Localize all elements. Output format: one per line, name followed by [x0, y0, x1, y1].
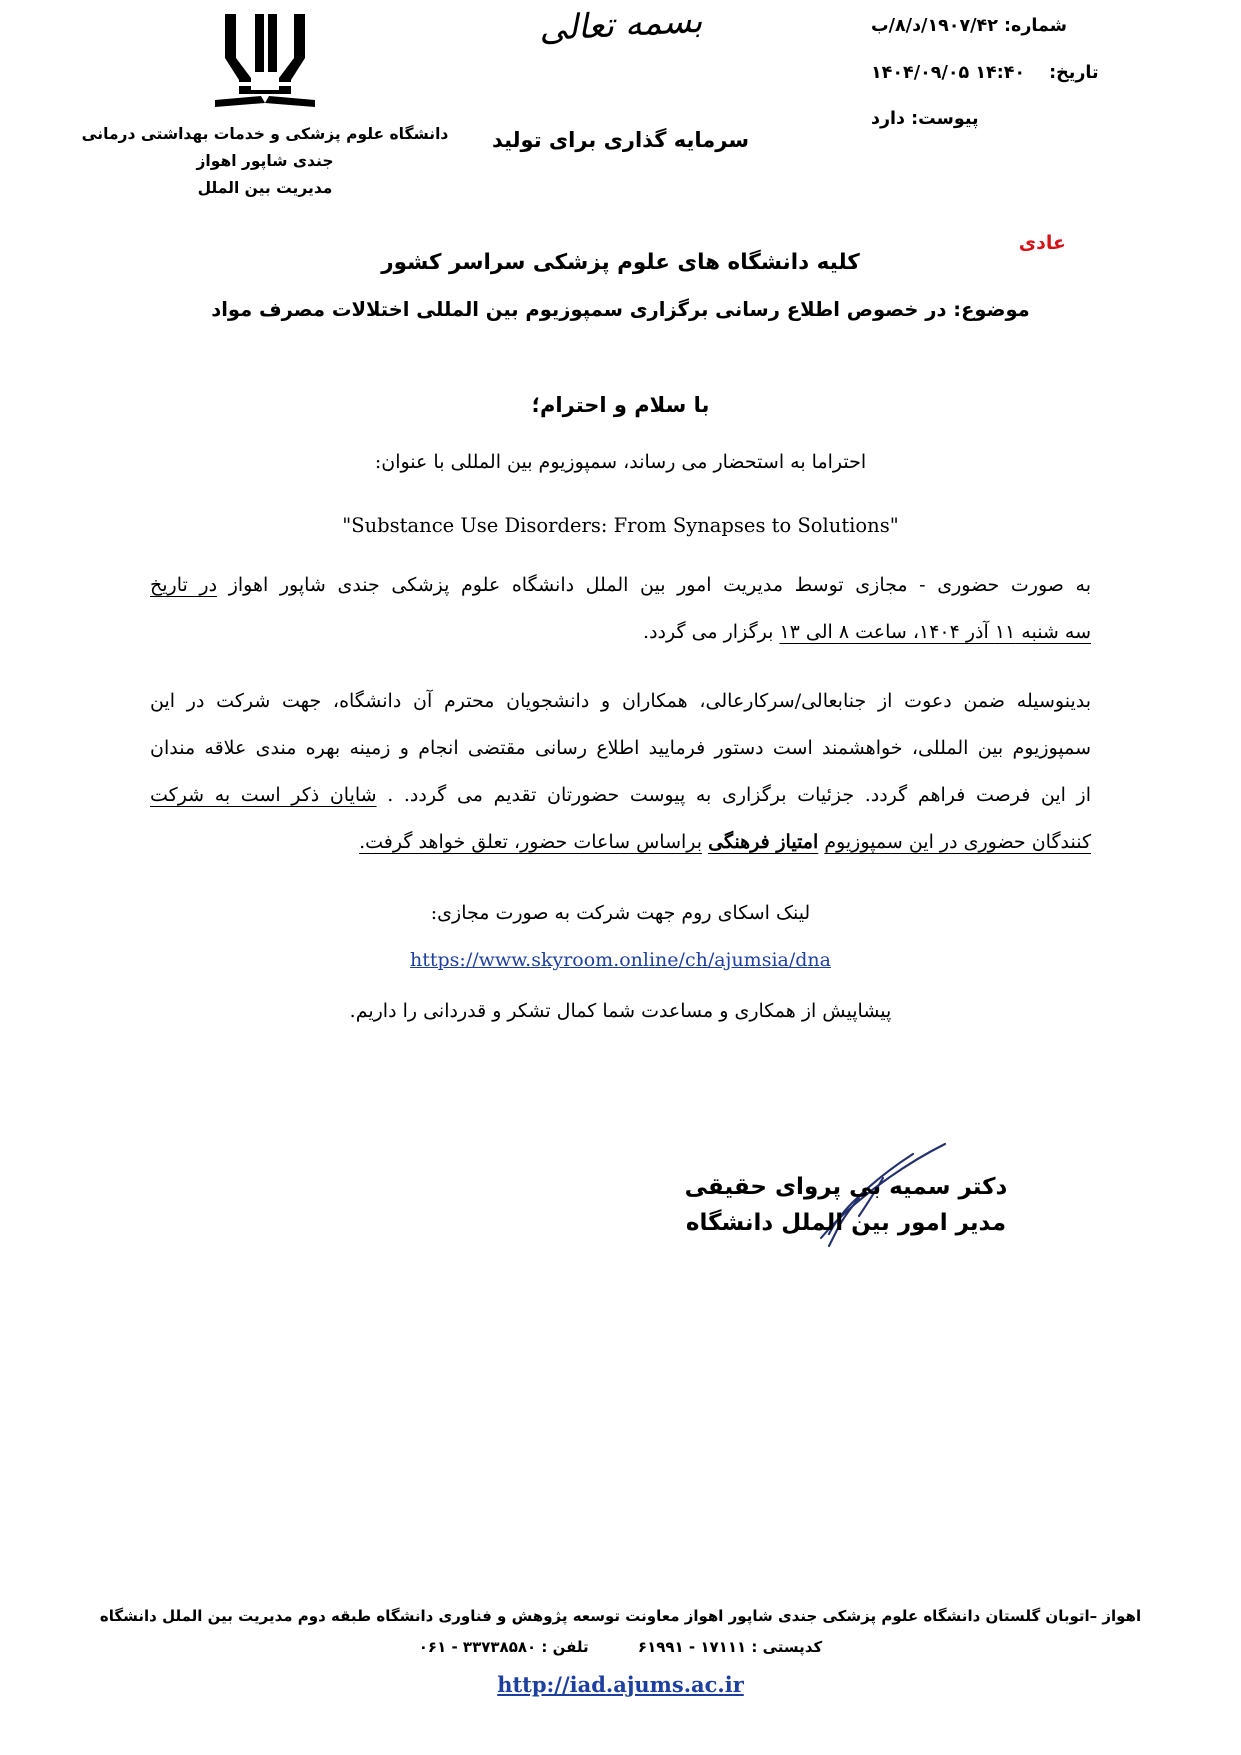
invite-paragraph-line1: بدینوسیله ضمن دعوت از جنابعالی/سرکارعالی، همکاران و دانشجویان محترم آن دانشگاه، جهت شرکت در این — [150, 690, 1091, 713]
footer-website-link[interactable]: http://iad.ajums.ac.ir — [497, 1672, 744, 1697]
meta-date-value: ۱۴۰۴/۰۹/۰۵ — [871, 62, 970, 83]
footer-contact — [60, 1638, 1181, 1656]
meta-date-row — [871, 62, 1181, 83]
invite-paragraph-line3 — [150, 777, 1091, 814]
date-paragraph-suffix: برگزار می گردد. — [643, 621, 774, 644]
invite-paragraph-line2: سمپوزیوم بین المللی، خواهشمند است دستور فرمایید اطلاع رسانی مقتضی انجام و زمینه بهره مندی علاقه مندان — [150, 737, 1091, 760]
meta-date-label: تاریخ: — [1049, 62, 1099, 83]
footer-postal-value: ۱۷۱۱۱ - ۶۱۹۹۱ — [637, 1638, 747, 1656]
meta-time-value: ۱۴:۴۰ — [975, 62, 1026, 83]
skyroom-link[interactable]: https://www.skyroom.online/ch/ajumsia/dna — [410, 949, 831, 972]
organization-block — [55, 8, 475, 202]
addressee-line: کلیه دانشگاه های علوم پزشکی سراسر کشور — [381, 250, 860, 275]
date-paragraph-line2 — [150, 614, 1091, 651]
cultural-credit-bold: امتیاز فرهنگی — [708, 831, 819, 854]
credit-prefix: کنندگان حضوری در این سمپوزیوم — [824, 831, 1091, 854]
bismillah-calligraphy: بسمه تعالی — [537, 0, 704, 50]
intro-paragraph: احتراما به استحضار می رساند، سمپوزیوم بین المللی با عنوان: — [374, 450, 867, 473]
skyroom-link-row — [150, 942, 1091, 979]
date-underline-start: در تاریخ — [150, 574, 218, 596]
meta-attachment-value: دارد — [871, 109, 906, 129]
link-intro-line: لینک اسکای روم جهت شرکت به صورت مجازی: — [430, 902, 811, 925]
note-underlined-start: شایان ذکر است به شرکت — [150, 784, 377, 807]
footer-address: اهواز –اتوبان گلستان دانشگاه علوم پزشکی جندی شاپور اهواز معاونت توسعه پژوهش و فناوری دانشگاه طبقه دوم مدیریت بین الملل دانشگاه — [99, 1607, 1142, 1625]
details-text: از این فرصت فراهم گردد. جزئیات برگزاری به پیوست حضورتان تقدیم می گردد. . — [387, 784, 1091, 807]
letter-footer — [60, 1607, 1181, 1697]
footer-postal — [633, 1638, 823, 1656]
greeting-line: با سلام و احترام؛ — [531, 393, 710, 417]
footer-postal-label: کدپستی : — [751, 1638, 823, 1656]
subject-line — [185, 298, 1056, 321]
priority-tag: عادی — [1018, 232, 1066, 254]
signatory-title: مدیر امور بین الملل دانشگاه — [685, 1209, 1007, 1236]
org-line-3: مدیریت بین الملل — [197, 179, 333, 198]
year-slogan: سرمایه گذاری برای تولید — [491, 128, 750, 152]
meta-number-value: ۱۹۰۷/۴۲/د/۸/ب — [871, 16, 998, 36]
signatory-name: دکتر سمیه بی پروای حقیقی — [684, 1174, 1008, 1200]
meta-attachment-row — [871, 111, 1181, 129]
subject-text: در خصوص اطلاع رسانی برگزاری سمپوزیوم بین المللی اختلالات مصرف مواد — [211, 298, 947, 321]
footer-phone-value: ۳۳۷۳۸۵۸۰ - ۰۶۱ — [418, 1638, 537, 1656]
date-paragraph-prefix: به صورت حضوری - مجازی توسط مدیریت امور بین الملل دانشگاه علوم پزشکی جندی شاپور اهواز — [228, 574, 1092, 596]
credit-suffix: براساس ساعات حضور، تعلق خواهد گرفت. — [359, 831, 703, 854]
closing-line: پیشاپیش از همکاری و مساعدت شما کمال تشکر و قدردانی را داریم. — [349, 1000, 892, 1023]
date-value-underlined: سه شنبه ۱۱ آذر ۱۴۰۴، ساعت ۸ الی ۱۳ — [779, 621, 1091, 644]
footer-phone — [419, 1638, 589, 1656]
org-line-2: جندی شاپور اهواز — [196, 152, 334, 171]
signature-block — [631, 1170, 1061, 1241]
letter-body — [150, 385, 1091, 1040]
credit-paragraph — [150, 824, 1091, 861]
footer-phone-label: تلفن : — [541, 1638, 589, 1656]
subject-label: موضوع: — [953, 298, 1030, 321]
meta-number-label: شماره: — [1004, 16, 1067, 36]
meta-attachment-label: پیوست: — [911, 109, 979, 129]
org-line-1: دانشگاه علوم پزشکی و خدمات بهداشتی درمانی — [81, 125, 449, 143]
organization-name — [55, 121, 475, 202]
university-logo — [55, 8, 475, 113]
symposium-english-title: "Substance Use Disorders: From Synapses to Solutions" — [342, 513, 899, 537]
date-paragraph-line1 — [150, 567, 1091, 604]
letter-header — [0, 0, 1241, 215]
